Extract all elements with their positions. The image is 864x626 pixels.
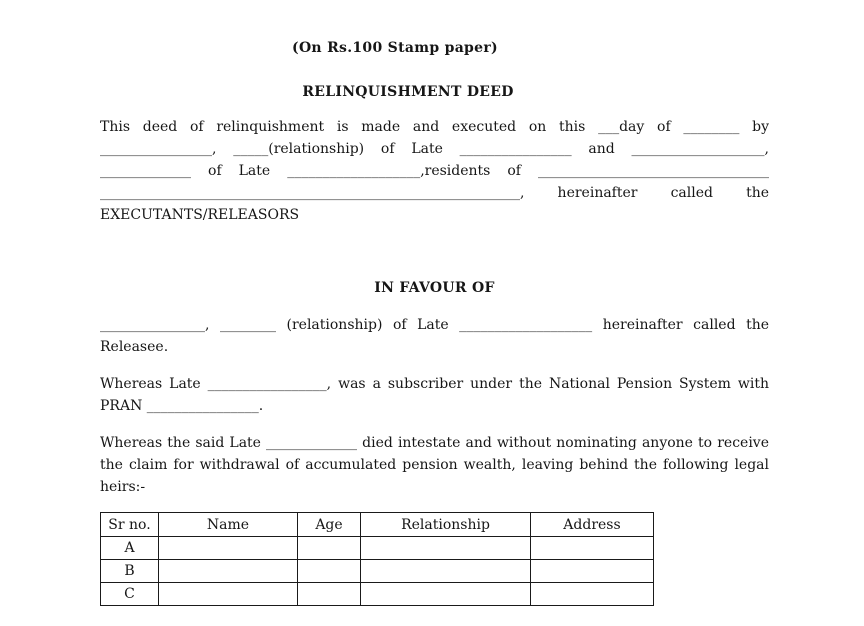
header-name: Name: [159, 513, 298, 537]
cell-address: [531, 537, 654, 560]
paragraph-line: the claim for withdrawal of accumulated pension wealth, leaving behind the following legal: [100, 457, 769, 473]
heirs-paragraph: [100, 432, 769, 498]
paragraph-line: ____________________________________________________________, hereinafter called the: [100, 185, 769, 201]
paragraph-line: _______________, ________ (relationship) of Late ___________________ hereinafter called the: [100, 317, 769, 333]
header-sr-no: Sr no.: [101, 513, 159, 537]
paragraph-line: heirs:-: [100, 479, 146, 495]
cell-name: [159, 583, 298, 606]
table-row: [101, 537, 654, 560]
header-age: Age: [298, 513, 361, 537]
cell-relationship: [361, 583, 531, 606]
document-title: RELINQUISHMENT DEED: [302, 84, 514, 100]
cell-age: [298, 560, 361, 583]
cell-name: [159, 537, 298, 560]
cell-sr-no: C: [101, 583, 159, 606]
paragraph-line: Whereas the said Late _____________ died intestate and without nominating anyone to receive: [100, 435, 769, 451]
cell-age: [298, 583, 361, 606]
header-relationship: Relationship: [361, 513, 531, 537]
header-address: Address: [531, 513, 654, 537]
cell-name: [159, 560, 298, 583]
cell-relationship: [361, 560, 531, 583]
table-header-row: [101, 513, 654, 537]
document-content: [100, 37, 769, 606]
paragraph-line: Whereas Late _________________, was a subscriber under the National Pension System with: [100, 376, 769, 392]
releasee-paragraph: [100, 314, 769, 358]
paragraph-line: ________________, _____(relationship) of Late ________________ and ___________________,: [100, 141, 769, 157]
in-favour-of-heading: IN FAVOUR OF: [374, 280, 495, 296]
executants-paragraph: [100, 116, 769, 226]
paragraph-line: This deed of relinquishment is made and executed on this ___day of ________ by: [100, 119, 769, 135]
table-row: [101, 560, 654, 583]
cell-sr-no: A: [101, 537, 159, 560]
cell-relationship: [361, 537, 531, 560]
cell-address: [531, 583, 654, 606]
cell-address: [531, 560, 654, 583]
paragraph-line: Releasee.: [100, 339, 169, 355]
paragraph-line: PRAN ________________.: [100, 398, 264, 414]
paragraph-line: _____________ of Late ___________________,residents of _________________________________: [100, 163, 769, 179]
table-row: [101, 583, 654, 606]
cell-sr-no: B: [101, 560, 159, 583]
subscriber-paragraph: [100, 373, 769, 417]
paragraph-line: EXECUTANTS/RELEASORS: [100, 207, 300, 223]
cell-age: [298, 537, 361, 560]
legal-heirs-table: [100, 512, 654, 606]
stamp-paper-note: (On Rs.100 Stamp paper): [292, 40, 498, 56]
